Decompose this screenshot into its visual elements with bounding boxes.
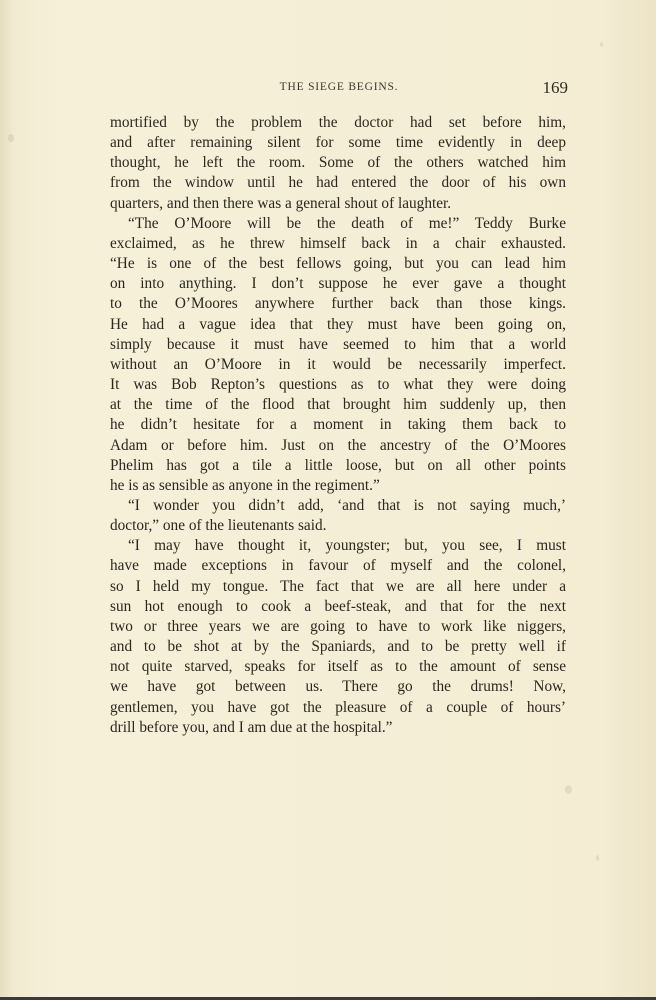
- text-line: to the O’Moores anywhere further back than those kings.: [110, 295, 566, 313]
- text-line: drill before you, and I am due at the hospital.”: [110, 718, 393, 736]
- text-line: exclaimed, as he threw himself back in a chair exhausted.: [110, 234, 566, 252]
- text-line: doctor,” one of the lieutenants said.: [110, 517, 327, 535]
- paper-spot: [565, 785, 572, 794]
- running-head: [110, 78, 568, 98]
- text-line: we have got between us. There go the drums! Now,: [110, 678, 566, 696]
- paper-spot: [8, 134, 14, 142]
- text-line: not quite starved, speaks for itself as to the amount of sense: [110, 658, 566, 676]
- text-line: “The O’Moore will be the death of me!” Teddy Burke: [128, 214, 566, 232]
- text-line: It was Bob Repton’s questions as to what they were doing: [110, 376, 566, 394]
- text-line: and to be shot at by the Spaniards, and to be pretty well if: [110, 638, 566, 656]
- text-line: he didn’t hesitate for a moment in taking them back to: [110, 416, 566, 434]
- text-line: from the window until he had entered the door of his own: [110, 174, 566, 192]
- text-line: so I held my tongue. The fact that we are all here under a: [110, 577, 566, 595]
- text-line: Phelim has got a tile a little loose, but on all other points: [110, 456, 566, 474]
- paper-spot: [596, 855, 599, 861]
- text-line: and after remaining silent for some time evidently in deep: [110, 134, 566, 152]
- text-line: Adam or before him. Just on the ancestry of the O’Moores: [110, 436, 566, 454]
- text-line: without an O’Moore in it would be necessarily imperfect.: [110, 355, 566, 373]
- text-line: “I may have thought it, youngster; but, you see, I must: [128, 537, 566, 555]
- text-line: simply because it must have seemed to him that a world: [110, 335, 566, 353]
- text-line: He had a vague idea that they must have been going on,: [110, 315, 566, 333]
- text-line: at the time of the flood that brought him suddenly up, then: [110, 396, 566, 414]
- text-line: he is as sensible as anyone in the regiment.”: [110, 476, 380, 494]
- text-line: two or three years we are going to have to work like niggers,: [110, 617, 566, 635]
- text-line: “He is one of the best fellows going, but you can lead him: [110, 255, 566, 273]
- text-line: mortified by the problem the doctor had set before him,: [110, 114, 566, 131]
- text-line: sun hot enough to cook a beef-steak, and that for the next: [110, 597, 566, 615]
- text-line: on into anything. I don’t suppose he ever gave a thought: [110, 275, 566, 293]
- text-line: thought, he left the room. Some of the others watched him: [110, 154, 566, 172]
- body-text: [110, 113, 566, 738]
- text-line: “I wonder you didn’t add, ‘and that is not saying much,’: [128, 496, 566, 514]
- running-title: THE SIEGE BEGINS.: [279, 81, 399, 93]
- text-line: quarters, and then there was a general shout of laughter.: [110, 194, 452, 212]
- page-number: 169: [542, 78, 568, 97]
- text-line: have made exceptions in favour of myself and the colonel,: [110, 557, 566, 575]
- text-line: gentlemen, you have got the pleasure of a couple of hours’: [110, 698, 566, 716]
- paper-spot: [600, 42, 603, 47]
